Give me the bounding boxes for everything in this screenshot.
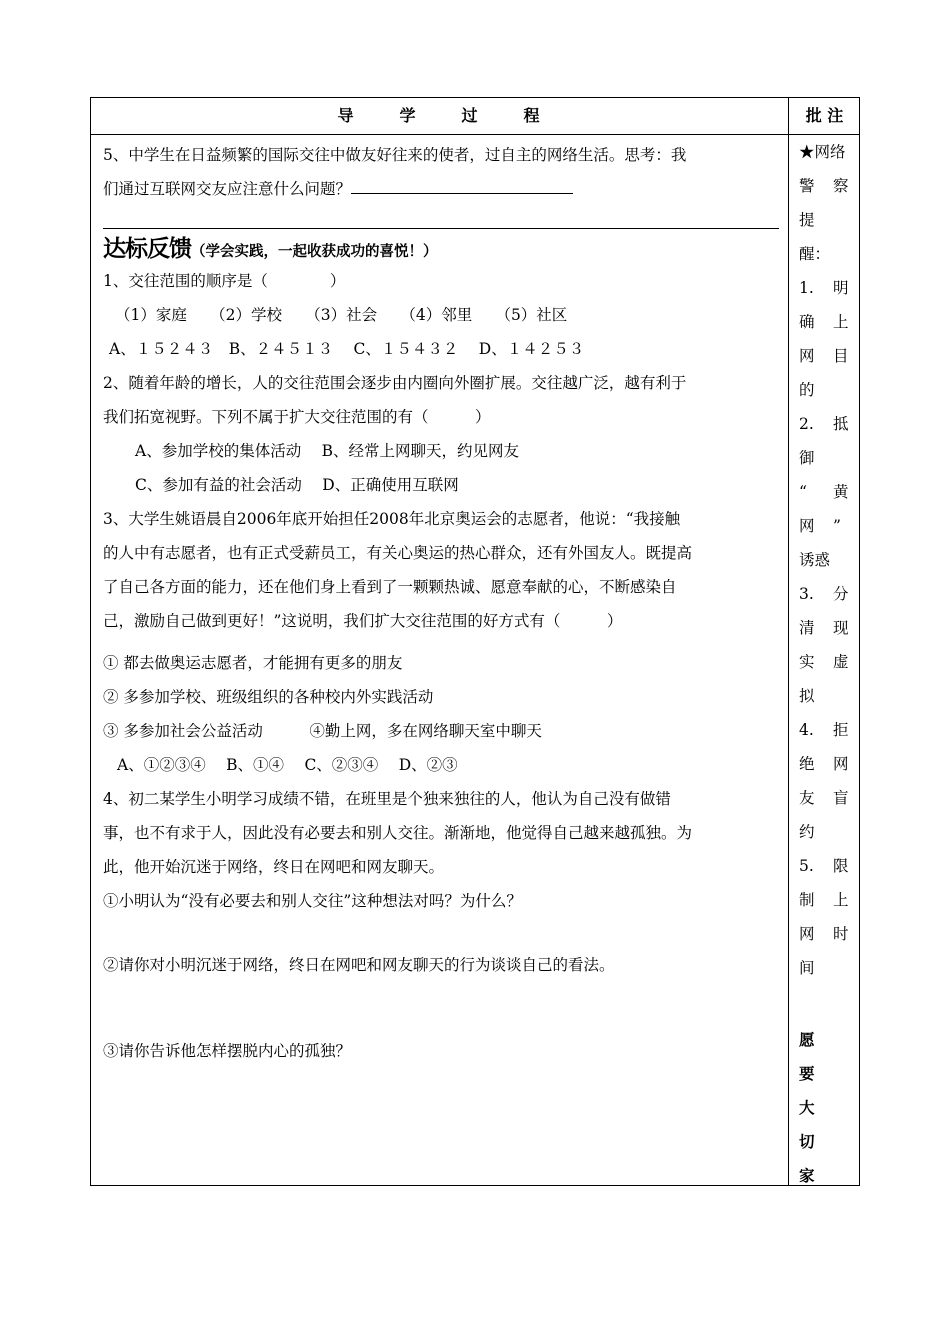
note-row <box>789 854 860 878</box>
note-text: 虚 <box>833 653 849 671</box>
note-row <box>789 276 860 300</box>
answer-line <box>103 228 779 229</box>
note-text: 制 <box>799 891 815 909</box>
note-text: 上 <box>833 891 849 909</box>
note-row <box>789 174 860 198</box>
note-row <box>789 208 860 232</box>
note-row <box>789 786 860 810</box>
section-subtitle: （学会实践，一起收获成功的喜悦！） <box>191 244 438 260</box>
note-text: 间 <box>799 959 815 977</box>
q1-stem: 1、交往范围的顺序是（ ） <box>103 272 346 290</box>
header-char: 导 <box>337 106 356 125</box>
note-row <box>789 548 860 572</box>
note-text: 现 <box>833 619 849 637</box>
note-text: “ <box>799 483 807 501</box>
note-row <box>789 310 860 334</box>
note-text: 御 <box>799 449 815 467</box>
note-text: 2. <box>799 415 814 433</box>
note-row <box>789 514 860 538</box>
note-text: 提 <box>799 211 815 229</box>
q3-line1: 3、大学生姚语晨自2006年底开始担任2008年北京奥运会的志愿者，他说：“我接触 <box>103 510 681 528</box>
q3-choices: A、①②③④ B、①④ C、②③④ D、②③ <box>117 756 458 774</box>
note-row <box>789 344 860 368</box>
note-text: 分 <box>833 585 849 603</box>
header-char: 学 <box>399 106 418 125</box>
note-text: 明 <box>833 279 849 297</box>
note-row <box>789 684 860 708</box>
note-text: 绝 <box>799 755 815 773</box>
q1-items: （1）家庭 （2）学校 （3）社会 （4）邻里 （5）社区 <box>115 306 568 324</box>
motto-char: 大 <box>799 1099 815 1117</box>
note-text: 抵 <box>833 415 849 433</box>
note-text: 4. <box>799 721 814 739</box>
note-text: 限 <box>833 857 849 875</box>
note-text: 的 <box>799 381 815 399</box>
note-text: 诱惑 <box>799 551 831 569</box>
q4-line2: 事，也不有求于人，因此没有必要去和别人交往。渐渐地，他觉得自己越来越孤独。为 <box>103 824 693 842</box>
q4-line3: 此，他开始沉迷于网络，终日在网吧和网友聊天。 <box>103 858 445 876</box>
motto-row <box>789 1062 860 1086</box>
note-text: 拟 <box>799 687 815 705</box>
header-divider <box>91 134 859 135</box>
q4-line1: 4、初二某学生小明学习成绩不错，在班里是个独来独往的人，他认为自己没有做错 <box>103 790 671 808</box>
motto-row <box>789 1130 860 1154</box>
q2-choices-cd: C、参加有益的社会活动 D、正确使用互联网 <box>135 476 459 494</box>
q3-option-3-4: ③ 多参加社会公益活动 ④勤上网，多在网络聊天室中聊天 <box>103 722 542 740</box>
q3-option-2: ② 多参加学校、班级组织的各种校内外实践活动 <box>103 688 434 706</box>
note-row <box>789 888 860 912</box>
note-text: 约 <box>799 823 815 841</box>
note-row <box>789 956 860 980</box>
note-row <box>789 378 860 402</box>
note-text: 醒： <box>799 245 831 263</box>
header-title <box>91 98 788 134</box>
note-text: ★网络 <box>799 143 846 161</box>
note-text: 确 <box>799 313 815 331</box>
q2-line1: 2、随着年龄的增长，人的交往范围会逐步由内圈向外圈扩展。交往越广泛，越有利于 <box>103 374 687 392</box>
note-text: 目 <box>833 347 849 365</box>
note-text: 5. <box>799 857 814 875</box>
note-text: 1. <box>799 279 814 297</box>
note-text: 上 <box>833 313 849 331</box>
q5-line2-text: 们通过互联网交友应注意什么问题？ <box>103 180 352 198</box>
q3-option-1: ① 都去做奥运志愿者，才能拥有更多的朋友 <box>103 654 403 672</box>
motto-char: 家 <box>799 1167 815 1185</box>
note-text: 友 <box>799 789 815 807</box>
note-text: 拒 <box>833 721 849 739</box>
note-row <box>789 446 860 470</box>
header-char: 程 <box>523 106 542 125</box>
motto-row <box>789 1096 860 1120</box>
q1-choices: A、１５２４３ B、２４５１３ C、１５４３２ D、１４２５３ <box>109 340 585 358</box>
note-row <box>789 922 860 946</box>
q5-line1: 5、中学生在日益频繁的国际交往中做友好往来的使者，过自主的网络生活。思考：我 <box>103 146 687 164</box>
note-row <box>789 140 860 164</box>
note-row <box>789 820 860 844</box>
note-text: 盲 <box>833 789 849 807</box>
header-char: 过 <box>461 106 480 125</box>
note-text: 网 <box>799 517 815 535</box>
note-text: 察 <box>833 177 849 195</box>
q2-choices-ab: A、参加学校的集体活动 B、经常上网聊天，约见网友 <box>135 442 520 460</box>
note-text: 警 <box>799 177 815 195</box>
motto-char: 切 <box>799 1133 815 1151</box>
note-text: 网 <box>799 925 815 943</box>
header-notes: 批 注 <box>805 106 844 125</box>
answer-blank[interactable] <box>351 179 573 194</box>
q3-line4: 己，激励自己做到更好！”这说明，我们扩大交往范围的好方式有（ ） <box>103 612 623 630</box>
section-heading <box>103 230 438 263</box>
note-row <box>789 582 860 606</box>
note-row <box>789 616 860 640</box>
note-text: 3. <box>799 585 814 603</box>
motto-row <box>789 1028 860 1052</box>
q4-subquestion-1: ①小明认为“没有必要去和别人交往”这种想法对吗？为什么？ <box>103 892 522 910</box>
note-row <box>789 752 860 776</box>
note-row <box>789 650 860 674</box>
q3-line2: 的人中有志愿者，也有正式受薪员工，有关心奥运的热心群众，还有外国友人。既提高 <box>103 544 693 562</box>
motto-char: 愿 <box>799 1031 815 1049</box>
note-row <box>789 242 860 266</box>
note-text: 网 <box>833 755 849 773</box>
note-text: 网 <box>799 347 815 365</box>
note-row <box>789 412 860 436</box>
section-title: 达标反馈 <box>103 236 191 262</box>
q2-line2: 我们拓宽视野。下列不属于扩大交往范围的有（ ） <box>103 408 491 426</box>
q4-subquestion-3: ③请你告诉他怎样摆脱内心的孤独？ <box>103 1042 352 1060</box>
q5-line2 <box>103 177 573 199</box>
note-text: 时 <box>833 925 849 943</box>
note-text: ” <box>833 517 841 535</box>
lesson-sheet <box>90 97 860 1186</box>
q4-subquestion-2: ②请你对小明沉迷于网络，终日在网吧和网友聊天的行为谈谈自己的看法。 <box>103 956 615 974</box>
motto-char: 要 <box>799 1065 815 1083</box>
note-row <box>789 718 860 742</box>
q3-line3: 了自己各方面的能力，还在他们身上看到了一颗颗热诚、愿意奉献的心，不断感染自 <box>103 578 677 596</box>
note-row <box>789 480 860 504</box>
note-text: 黄 <box>833 483 849 501</box>
note-text: 清 <box>799 619 815 637</box>
motto-row <box>789 1164 860 1188</box>
note-text: 实 <box>799 653 815 671</box>
